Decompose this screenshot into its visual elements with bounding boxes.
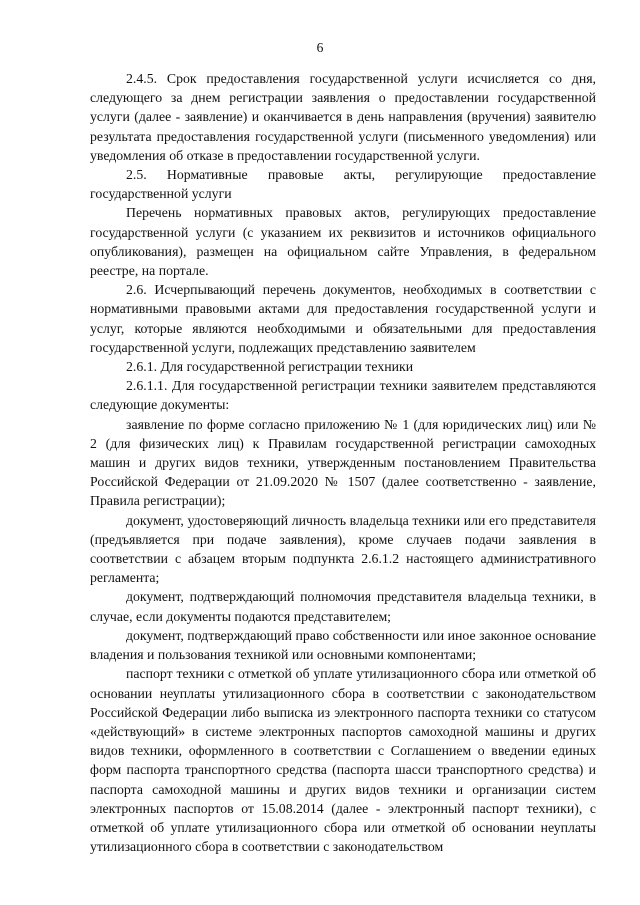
list-item-ownership-document: документ, подтверждающий право собственности или иное законное основание владения и пользования техникой или основными компонентами;	[90, 627, 596, 663]
paragraph-legal-acts: Перечень нормативных правовых актов, регулирующих предоставление государственной услуги (с указанием их реквизитов и источников официального опубликования), размещен на официальном сайте Управления, в федеральном реестре, на портале.	[90, 205, 596, 279]
paragraph-2-5-heading: 2.5. Нормативные правовые акты, регулирующие предоставление государственной услуги	[90, 167, 596, 202]
paragraph-2-6-1-heading: 2.6.1. Для государственной регистрации техники	[126, 359, 414, 375]
paragraph-2-4-5: 2.4.5. Срок предоставления государственной услуги исчисляется со дня, следующего за днем регистрации заявления о предоставлении государственной услуги (далее - заявление) и оканчивается в день направления (вручения) заявителю результата предоставления государственной услуги (письменного уведомления) или уведомления об отказе в предоставлении государственной услуги.	[90, 71, 596, 163]
paragraph-2-6-heading: 2.6. Исчерпывающий перечень документов, необходимых в соответствии с нормативными правовыми актами для предоставления государственной услуги и услуг, которые являются необходимыми и обязательными для предоставления государственной услуги, подлежащих представлению заявителем	[90, 282, 596, 355]
list-item-machine-passport: паспорт техники с отметкой об уплате утилизационного сбора или отметкой об основании неуплаты утилизационного сбора в соответствии с законодательством Российской Федерации либо выписка из электронного паспорта техники со статусом «действующий» в системе электронных паспортов самоходной машины и других видов техники, оформленного в соответствии с Соглашением о введении единых форм паспорта транспортного средства (паспорта шасси транспортного средства) и паспорта самоходной машины и других видов техники и организации систем электронных паспортов от 15.08.2014 (далее - электронный паспорт техники), с отметкой об уплате утилизационного сбора или отметкой об основании неуплаты утилизационного сбора в соответствии с законодательством	[90, 666, 596, 855]
page-number: 6	[316, 40, 324, 55]
document-body	[90, 69, 596, 856]
list-item-representative-authority: документ, подтверждающий полномочия представителя владельца техники, в случае, если документы подаются представителем;	[90, 589, 596, 624]
list-item-identity-document: документ, удостоверяющий личность владельца техники или его представителя (предъявляется при подаче заявления), кроме случаев подачи заявления в соответствии с абзацем вторым подпункта 2.6.1.2 настоящего административного регламента;	[90, 512, 596, 586]
list-item-application-form: заявление по форме согласно приложению № 1 (для юридических лиц) или № 2 (для физических лиц) к Правилам государственной регистрации самоходных машин и других видов техники, утвержденным постановлением Правительства Российской Федерации от 21.09.2020 № 1507 (далее соответственно - заявление, Правила регистрации);	[90, 416, 596, 509]
paragraph-2-6-1-1: 2.6.1.1. Для государственной регистрации техники заявителем представляются следующие документы:	[90, 378, 596, 413]
